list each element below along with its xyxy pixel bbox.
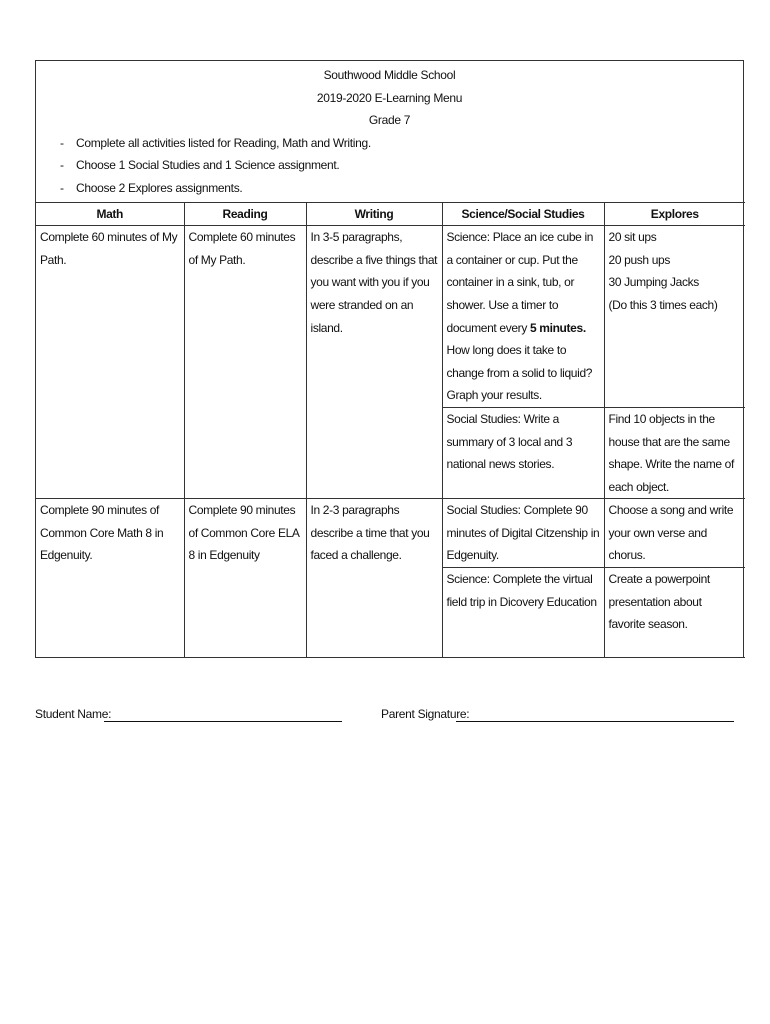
science-cell-1 bbox=[442, 226, 604, 408]
instruction-text: Choose 1 Social Studies and 1 Science assignment. bbox=[76, 158, 340, 173]
explores-1-line: 20 sit ups bbox=[608, 230, 657, 245]
column-header-reading: Reading bbox=[184, 202, 306, 226]
explores-cell-3: Choose a song and write your own verse and chorus. bbox=[604, 499, 745, 568]
science-1-text-end: How long does it take to change from a solid to liquid? Graph your results. bbox=[446, 343, 593, 403]
reading-cell-2: Complete 90 minutes of Common Core ELA 8 in Edgenuity bbox=[184, 499, 306, 658]
column-header-science-social-studies: Science/Social Studies bbox=[442, 202, 604, 226]
explores-1-line: 30 Jumping Jacks bbox=[608, 275, 699, 290]
explores-cell-4: Create a powerpoint presentation about favorite season. bbox=[604, 568, 745, 658]
table-row bbox=[36, 499, 745, 568]
table-header-row bbox=[36, 202, 745, 226]
activity-table bbox=[36, 202, 745, 659]
table-row bbox=[36, 226, 745, 408]
instruction-text: Complete all activities listed for Reading, Math and Writing. bbox=[76, 135, 371, 150]
student-name-label: Student Name: bbox=[35, 707, 112, 721]
parent-signature-label: Parent Signature: bbox=[381, 707, 470, 721]
writing-cell-2: In 2-3 paragraphs describe a time that you faced a challenge. bbox=[306, 499, 442, 658]
instruction-bullet: - bbox=[60, 158, 64, 173]
writing-cell-1: In 3-5 paragraphs, describe a five things that you want with you if you were stranded on an island. bbox=[306, 226, 442, 499]
explores-1-line: 20 push ups bbox=[608, 252, 671, 267]
student-name-line[interactable] bbox=[104, 721, 342, 722]
parent-signature-line[interactable] bbox=[456, 721, 734, 722]
column-header-explores: Explores bbox=[604, 202, 745, 226]
column-header-math: Math bbox=[36, 202, 184, 226]
e-learning-menu-sheet bbox=[35, 60, 744, 658]
school-name: Southwood Middle School bbox=[323, 68, 456, 82]
math-cell-2: Complete 90 minutes of Common Core Math 8 in Edgenuity. bbox=[36, 499, 184, 658]
social-studies-cell-2: Social Studies: Complete 90 minutes of Digital Citzenship in Edgenuity. bbox=[442, 499, 604, 568]
social-studies-cell-1: Social Studies: Write a summary of 3 local and 3 national news stories. bbox=[442, 407, 604, 498]
instruction-text: Choose 2 Explores assignments. bbox=[76, 180, 243, 195]
menu-header bbox=[36, 61, 743, 202]
column-header-writing: Writing bbox=[306, 202, 442, 226]
reading-cell-1: Complete 60 minutes of My Path. bbox=[184, 226, 306, 499]
instruction-bullet: - bbox=[60, 135, 64, 150]
menu-title: 2019-2020 E-Learning Menu bbox=[316, 90, 463, 105]
science-1-text: Science: Place an ice cube in a container or cup. Put the container in a sink, tub, or shower. Use a timer to document every bbox=[446, 230, 594, 335]
instruction-item bbox=[42, 132, 737, 155]
science-cell-2: Science: Complete the virtual field trip in Dicovery Education bbox=[442, 568, 604, 658]
instruction-bullet: - bbox=[60, 180, 64, 195]
grade-label: Grade 7 bbox=[368, 113, 411, 128]
explores-cell-2: Find 10 objects in the house that are the same shape. Write the name of each object. bbox=[604, 407, 745, 498]
explores-1-line: (Do this 3 times each) bbox=[608, 297, 718, 312]
explores-cell-1 bbox=[604, 226, 745, 408]
instructions-list bbox=[42, 132, 737, 200]
instruction-item bbox=[42, 154, 737, 177]
instruction-item bbox=[42, 177, 737, 200]
science-1-bold-text: 5 minutes. bbox=[529, 320, 586, 335]
math-cell-1: Complete 60 minutes of My Path. bbox=[36, 226, 184, 499]
